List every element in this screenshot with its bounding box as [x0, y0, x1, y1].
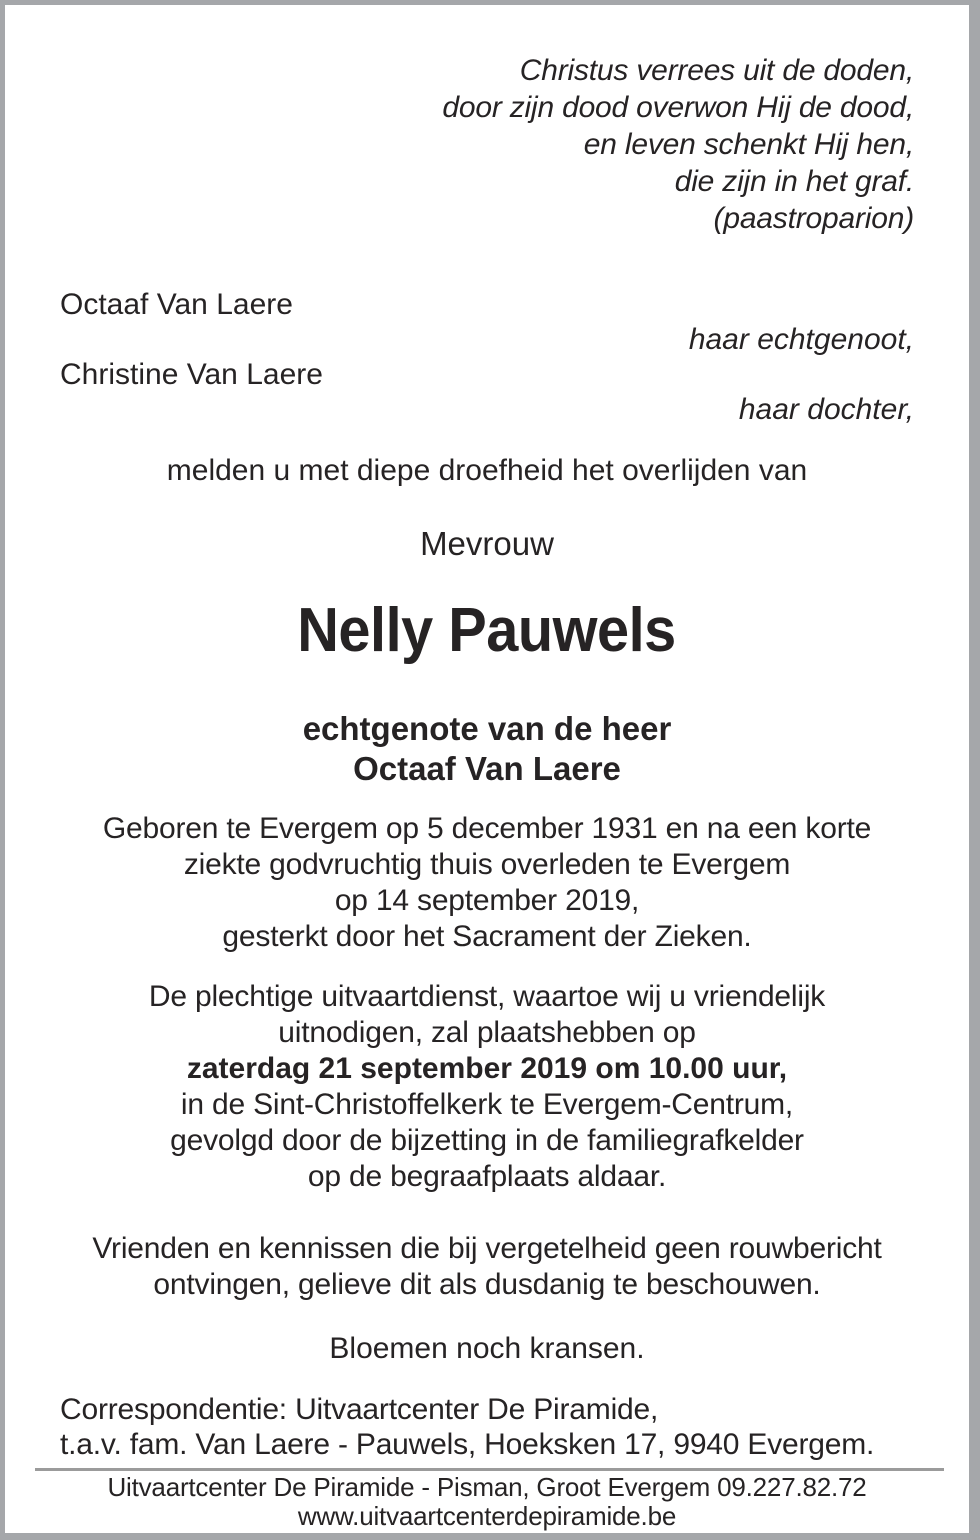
- relatives-list: [60, 287, 914, 427]
- subtitle-line: echtgenote van de heer: [302, 710, 672, 747]
- service-datetime: zaterdag 21 september 2019 om 10.00 uur,: [186, 1052, 788, 1085]
- notice-paragraph: [60, 1231, 914, 1303]
- honorific: Mevrouw: [420, 525, 554, 562]
- verse-line: die zijn in het graf.: [674, 165, 914, 198]
- footer-divider: [35, 1468, 944, 1471]
- service-line: op de begraafplaats aldaar.: [307, 1160, 667, 1193]
- flowers-note: Bloemen noch kransen.: [329, 1332, 645, 1365]
- spouse-subtitle: [60, 709, 914, 789]
- announcement-intro: melden u met diepe droefheid het overlijden van: [166, 454, 808, 487]
- opening-verse: [60, 52, 914, 237]
- deceased-name: [60, 596, 914, 666]
- service-line: uitnodigen, zal plaatshebben op: [278, 1016, 696, 1049]
- life-details-line: ziekte godvruchtig thuis overleden te Evergem: [183, 848, 791, 881]
- correspondence-line: t.a.v. fam. Van Laere - Pauwels, Hoeksken 17, 9940 Evergem.: [60, 1428, 875, 1461]
- notice-line: ontvingen, gelieve dit als dusdanig te beschouwen.: [153, 1268, 821, 1301]
- life-details-paragraph: [60, 811, 914, 955]
- correspondence-block: [60, 1392, 914, 1462]
- relative-relation: haar echtgenoot,: [688, 323, 914, 356]
- notice-line: Vrienden en kennissen die bij vergetelheid geen rouwbericht: [92, 1232, 882, 1265]
- funeral-home-contact: Uitvaartcenter De Piramide - Pisman, Groot Evergem 09.227.82.72: [107, 1472, 867, 1502]
- verse-attribution: (paastroparion): [713, 202, 914, 235]
- life-details-line: Geboren te Evergem op 5 december 1931 en na een korte: [102, 812, 872, 845]
- verse-line: en leven schenkt Hij hen,: [583, 128, 914, 161]
- verse-line: door zijn dood overwon Hij de dood,: [442, 91, 914, 124]
- service-paragraph: [60, 979, 914, 1195]
- life-details-line: gesterkt door het Sacrament der Zieken.: [222, 920, 752, 953]
- correspondence-line: Correspondentie: Uitvaartcenter De Piramide,: [60, 1393, 659, 1426]
- verse-line: Christus verrees uit de doden,: [519, 54, 914, 87]
- funeral-home-footer: [5, 1473, 969, 1531]
- service-line: gevolgd door de bijzetting in de familiegrafkelder: [170, 1124, 804, 1157]
- deceased-name-text: Nelly Pauwels: [297, 596, 677, 665]
- life-details-line: op 14 september 2019,: [334, 884, 640, 917]
- subtitle-line: Octaaf Van Laere: [353, 750, 621, 787]
- death-notice-sheet: [5, 5, 969, 1533]
- funeral-home-website: www.uitvaartcenterdepiramide.be: [297, 1501, 677, 1531]
- relative-relation: haar dochter,: [738, 393, 914, 426]
- relative-name: Octaaf Van Laere: [60, 288, 293, 321]
- service-line: in de Sint-Christoffelkerk te Evergem-Centrum,: [180, 1088, 794, 1121]
- service-line: De plechtige uitvaartdienst, waartoe wij u vriendelijk: [148, 980, 826, 1013]
- relative-name: Christine Van Laere: [60, 358, 323, 391]
